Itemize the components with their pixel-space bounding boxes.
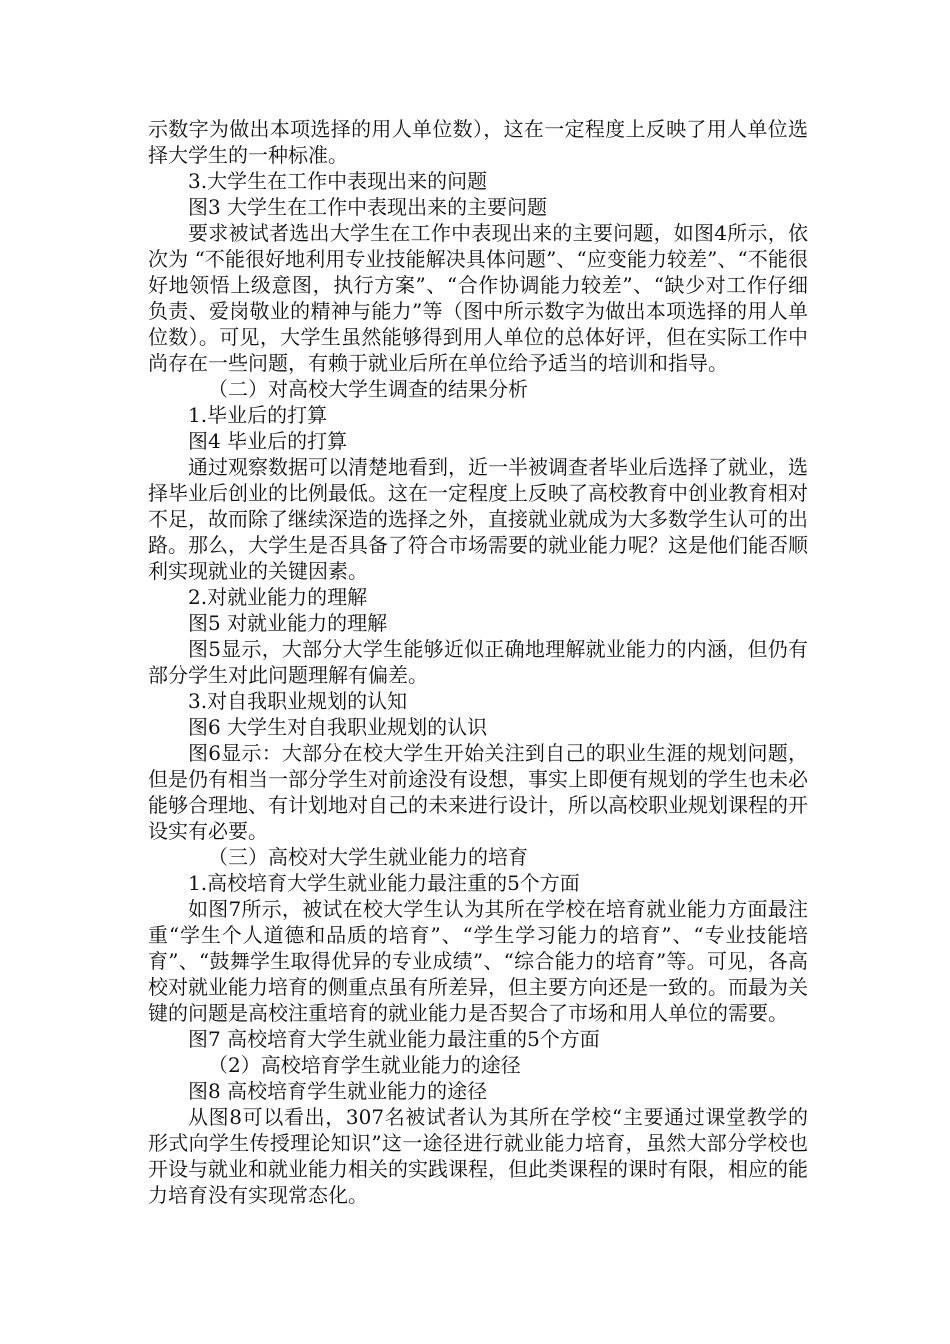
figure-caption-3: 图3 大学生在工作中表现出来的主要问题	[188, 195, 548, 219]
paragraph-continuation: 示数字为做出本项选择的用人单位数），这在一定程度上反映了用人单位选择大学生的一种标准。	[148, 117, 808, 167]
figure-caption-7: 图7 高校培育大学生就业能力最注重的5个方面	[188, 1027, 600, 1051]
figure-caption-5: 图5 对就业能力的理解	[188, 611, 388, 635]
section-heading-1b: 1.高校培育大学生就业能力最注重的5个方面	[188, 871, 580, 895]
section-heading-1: 1.毕业后的打算	[188, 403, 328, 427]
body-paragraph: 如图7所示，被试在校大学生认为其所在学校在培育就业能力方面最注重“学生个人道德和品质的培育”、“学生学习能力的培育”、“专业技能培育”、“鼓舞学生取得优异的专业成绩”、“综合能力的培育”等。可见，各高校对就业能力培育的侧重点虽有所差异，但主要方向还是一致的。而最为关键的问题是高校注重培育的就业能力是否契合了市场和用人单位的需要。	[148, 897, 808, 1025]
section-heading-part-2: （二）对高校大学生调查的结果分析	[208, 377, 528, 401]
section-heading-part-3: （三）高校对大学生就业能力的培育	[208, 845, 528, 869]
figure-caption-6: 图6 大学生对自我职业规划的认识	[188, 715, 488, 739]
section-heading-3b: 3.对自我职业规划的认知	[188, 689, 408, 713]
figure-caption-8: 图8 高校培育学生就业能力的途径	[188, 1079, 488, 1103]
body-paragraph: 图5显示，大部分大学生能够近似正确地理解就业能力的内涵，但仍有部分学生对此问题理解有偏差。	[148, 637, 808, 687]
figure-caption-4: 图4 毕业后的打算	[188, 429, 348, 453]
section-heading-sub-2: （2）高校培育学生就业能力的途径	[208, 1053, 521, 1077]
body-paragraph: 从图8可以看出，307名被试者认为其所在学校“主要通过课堂教学的形式向学生传授理论知识”这一途径进行就业能力培育，虽然大部分学校也开设与就业和就业能力相关的实践课程，但此类课程的课时有限，相应的能力培育没有实现常态化。	[148, 1105, 808, 1207]
body-paragraph: 图6显示：大部分在校大学生开始关注到自己的职业生涯的规划问题，但是仍有相当一部分学生对前途没有设想，事实上即便有规划的学生也未必能够合理地、有计划地对自己的未来进行设计，所以高校职业规划课程的开设实有必要。	[148, 741, 808, 843]
section-heading-2: 2.对就业能力的理解	[188, 585, 368, 609]
document-page	[148, 116, 808, 1208]
body-paragraph: 通过观察数据可以清楚地看到，近一半被调查者毕业后选择了就业，选择毕业后创业的比例最低。这在一定程度上反映了高校教育中创业教育相对不足，故而除了继续深造的选择之外，直接就业就成为大多数学生认可的出路。那么，大学生是否具备了符合市场需要的就业能力呢？这是他们能否顺利实现就业的关键因素。	[148, 455, 808, 583]
body-paragraph: 要求被试者选出大学生在工作中表现出来的主要问题，如图4所示，依次为 “不能很好地利用专业技能解决具体问题”、“应变能力较差”、“不能很好地领悟上级意图，执行方案”、“合作协调能力较差”、“缺少对工作仔细负责、爱岗敬业的精神与能力”等（图中所示数字为做出本项选择的用人单位数）。可见，大学生虽然能够得到用人单位的总体好评，但在实际工作中尚存在一些问题，有赖于就业后所在单位给予适当的培训和指导。	[148, 221, 808, 375]
section-heading-3: 3.大学生在工作中表现出来的问题	[188, 169, 488, 193]
